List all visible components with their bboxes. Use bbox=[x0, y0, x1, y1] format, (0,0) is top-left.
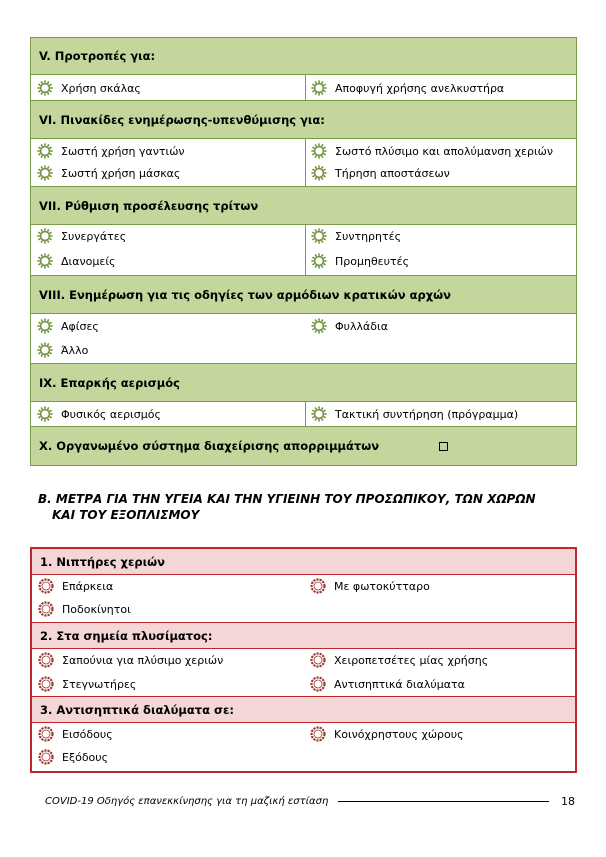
sun-radio-icon[interactable] bbox=[37, 165, 53, 181]
option-common-areas[interactable] bbox=[310, 726, 464, 742]
option-other[interactable] bbox=[37, 342, 88, 358]
option-label: Αφίσες bbox=[61, 319, 99, 333]
page-number: 18 bbox=[561, 795, 575, 808]
option-leaflets[interactable] bbox=[311, 318, 388, 334]
option-label: Κοινόχρηστους χώρους bbox=[334, 727, 464, 741]
option-photocell[interactable] bbox=[310, 578, 430, 594]
column-divider bbox=[305, 75, 306, 100]
option-distancing[interactable] bbox=[311, 165, 450, 181]
ring-radio-icon[interactable] bbox=[38, 676, 54, 692]
option-antiseptic-solutions[interactable] bbox=[310, 676, 465, 692]
ring-radio-icon[interactable] bbox=[310, 578, 326, 594]
option-label: Χειροπετσέτες μίας χρήσης bbox=[334, 653, 489, 667]
column-divider bbox=[305, 225, 306, 275]
sun-radio-icon[interactable] bbox=[311, 80, 327, 96]
section-b-title bbox=[38, 491, 586, 523]
option-label: Με φωτοκύτταρο bbox=[334, 579, 430, 593]
section-header-text: V. Προτροπές για: bbox=[39, 49, 156, 63]
sun-radio-icon[interactable] bbox=[311, 228, 327, 244]
option-disposable-towels[interactable] bbox=[310, 652, 488, 668]
sun-radio-icon[interactable] bbox=[311, 406, 327, 422]
option-label: Φυσικός αερισμός bbox=[61, 407, 161, 421]
sun-radio-icon[interactable] bbox=[37, 342, 53, 358]
measures-table-green bbox=[30, 37, 577, 466]
option-avoid-elevator[interactable] bbox=[311, 80, 504, 96]
sun-radio-icon[interactable] bbox=[37, 318, 53, 334]
option-suppliers[interactable] bbox=[311, 253, 409, 269]
option-natural-ventilation[interactable] bbox=[37, 406, 161, 422]
option-hand-washing[interactable] bbox=[311, 143, 553, 159]
section-v-row bbox=[31, 75, 576, 101]
sun-radio-icon[interactable] bbox=[311, 318, 327, 334]
option-partners[interactable] bbox=[37, 228, 126, 244]
section-header-text: VII. Ρύθμιση προσέλευσης τρίτων bbox=[39, 198, 259, 213]
section-header-text: 2. Στα σημεία πλυσίματος: bbox=[40, 628, 213, 643]
section-1-header bbox=[32, 549, 575, 575]
sun-radio-icon[interactable] bbox=[37, 253, 53, 269]
ring-radio-icon[interactable] bbox=[38, 578, 54, 594]
footer-rule bbox=[338, 801, 549, 802]
option-label: Σαπούνια για πλύσιμο χεριών bbox=[62, 653, 224, 667]
sun-radio-icon[interactable] bbox=[37, 406, 53, 422]
sun-radio-icon[interactable] bbox=[311, 165, 327, 181]
section-3-row bbox=[32, 723, 575, 771]
section-1-row bbox=[32, 575, 575, 623]
option-entrances[interactable] bbox=[38, 726, 113, 742]
sun-radio-icon[interactable] bbox=[37, 143, 53, 159]
section-ix-header bbox=[31, 364, 576, 402]
section-vii-header bbox=[31, 187, 576, 225]
section-header-text: X. Οργανωμένο σύστημα διαχείρισης απορριμμάτων bbox=[39, 439, 380, 453]
option-label: Τήρηση αποστάσεων bbox=[335, 166, 450, 180]
option-label: Σωστή χρήση μάσκας bbox=[61, 166, 181, 180]
footer-text: COVID-19 Οδηγός επανεκκίνησης για τη μαζική εστίαση bbox=[45, 796, 329, 807]
waste-management-checkbox[interactable] bbox=[439, 442, 448, 451]
ring-radio-icon[interactable] bbox=[38, 726, 54, 742]
section-header-text: IX. Επαρκής αερισμός bbox=[39, 375, 180, 390]
sun-radio-icon[interactable] bbox=[311, 143, 327, 159]
option-label: Τακτική συντήρηση (πρόγραμμα) bbox=[335, 407, 519, 421]
option-hand-soap[interactable] bbox=[38, 652, 223, 668]
section-2-header bbox=[32, 623, 575, 649]
option-label: Σωστό πλύσιμο και απολύμανση χεριών bbox=[335, 144, 554, 158]
column-divider bbox=[305, 402, 306, 426]
section-vii-row bbox=[31, 225, 576, 276]
option-label: Αποφυγή χρήσης ανελκυστήρα bbox=[335, 81, 505, 95]
section-header-text: VI. Πινακίδες ενημέρωσης-υπενθύμισης για: bbox=[39, 112, 325, 127]
section-viii-header bbox=[31, 276, 576, 314]
section-header-text: VIII. Ενημέρωση για τις οδηγίες των αρμόδιων κρατικών αρχών bbox=[39, 287, 451, 302]
option-label: Προμηθευτές bbox=[335, 254, 410, 268]
section-v-header bbox=[31, 38, 576, 75]
option-label: Συντηρητές bbox=[335, 229, 402, 243]
option-label: Άλλο bbox=[61, 343, 89, 357]
option-label: Αντισηπτικά διαλύματα bbox=[334, 677, 465, 691]
option-foot-operated[interactable] bbox=[38, 601, 131, 617]
section-b-title-line1: Β. ΜΕΤΡΑ ΓΙΑ ΤΗΝ ΥΓΕΙΑ ΚΑΙ ΤΗΝ ΥΓΙΕΙΝΗ ΤΟΥ ΠΡΟΣΩΠΙΚΟΥ, ΤΩΝ ΧΩΡΩΝ bbox=[38, 492, 536, 506]
sun-radio-icon[interactable] bbox=[37, 80, 53, 96]
section-b-title-line2: ΚΑΙ ΤΟΥ ΕΞΟΠΛΙΣΜΟΥ bbox=[52, 508, 200, 522]
section-viii-row bbox=[31, 314, 576, 364]
option-maintainers[interactable] bbox=[311, 228, 401, 244]
section-header-text: 1. Νιπτήρες χεριών bbox=[40, 554, 165, 569]
option-posters[interactable] bbox=[37, 318, 99, 334]
column-divider bbox=[305, 139, 306, 186]
option-label: Χρήση σκάλας bbox=[61, 81, 141, 95]
option-label: Φυλλάδια bbox=[335, 319, 388, 333]
option-maintenance-schedule[interactable] bbox=[311, 406, 518, 422]
option-label: Στεγνωτήρες bbox=[62, 677, 137, 691]
option-sufficiency[interactable] bbox=[38, 578, 113, 594]
section-vi-header bbox=[31, 101, 576, 139]
sun-radio-icon[interactable] bbox=[311, 253, 327, 269]
option-label: Συνεργάτες bbox=[61, 229, 127, 243]
option-label: Διανομείς bbox=[61, 254, 116, 268]
option-label: Επάρκεια bbox=[62, 579, 114, 593]
option-hand-dryers[interactable] bbox=[38, 676, 136, 692]
ring-radio-icon[interactable] bbox=[38, 601, 54, 617]
sun-radio-icon[interactable] bbox=[37, 228, 53, 244]
option-label: Ποδοκίνητοι bbox=[62, 602, 131, 616]
option-label: Εξόδους bbox=[62, 750, 109, 764]
section-ix-row bbox=[31, 402, 576, 427]
section-header-text: 3. Αντισηπτικά διαλύματα σε: bbox=[40, 702, 234, 717]
ring-radio-icon[interactable] bbox=[38, 749, 54, 765]
option-distributors[interactable] bbox=[37, 253, 116, 269]
ring-radio-icon[interactable] bbox=[38, 652, 54, 668]
ring-radio-icon[interactable] bbox=[310, 676, 326, 692]
option-label: Σωστή χρήση γαντιών bbox=[61, 144, 185, 158]
option-mask[interactable] bbox=[37, 165, 180, 181]
option-label: Εισόδους bbox=[62, 727, 113, 741]
measures-table-red bbox=[30, 547, 577, 773]
section-2-row bbox=[32, 649, 575, 697]
option-stairs[interactable] bbox=[37, 80, 141, 96]
page-footer bbox=[45, 795, 575, 808]
ring-radio-icon[interactable] bbox=[310, 652, 326, 668]
section-x-header bbox=[31, 427, 576, 465]
option-exits[interactable] bbox=[38, 749, 108, 765]
section-vi-row bbox=[31, 139, 576, 187]
section-3-header bbox=[32, 697, 575, 723]
option-gloves[interactable] bbox=[37, 143, 185, 159]
ring-radio-icon[interactable] bbox=[310, 726, 326, 742]
